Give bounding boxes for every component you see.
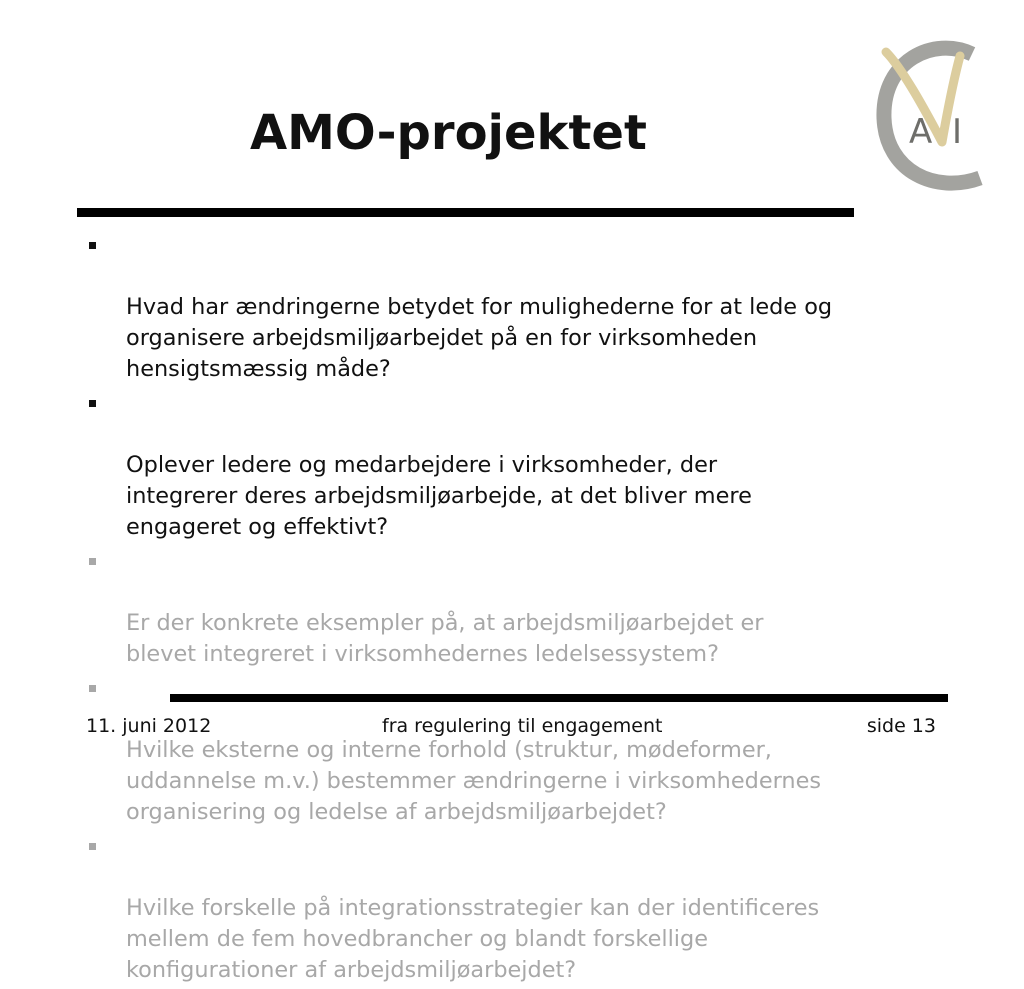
square-bullet-icon (89, 558, 96, 565)
bullet-text: Hvad har ændringerne betydet for mulighederne for at lede og organisere arbejdsmiljøarbejdet på en for virksomheden hensigtsmæssig måde? (126, 294, 833, 382)
bullet-text: Oplever ledere og medarbejdere i virksomheder, der integrerer deres arbejdsmiljøarbejde, at det bliver mere engageret og effektivt? (126, 452, 752, 540)
square-bullet-icon (89, 400, 96, 407)
bullet-item (86, 230, 966, 385)
footer-date: 11. juni 2012 (86, 715, 212, 737)
bullet-text: Hvilke eksterne og interne forhold (struktur, mødeformer, uddannelse m.v.) bestemmer ændringerne i virksomhedernes organisering og ledelse af arbejdsmiljøarbejdet? (126, 737, 822, 825)
square-bullet-icon (89, 843, 96, 850)
footer-divider (170, 694, 948, 702)
slide-title: AMO-projektet (250, 105, 647, 161)
bullet-text: Hvilke forskelle på integrationsstrategier kan der identificeres mellem de fem hovedbrancher og blandt forskellige konfigurationer af arbejdsmiljøarbejdet? (126, 895, 820, 983)
square-bullet-icon (89, 685, 96, 692)
bullet-item (86, 831, 966, 986)
logo-letter-a: A (909, 112, 933, 152)
footer-title: fra regulering til engagement (382, 715, 663, 737)
bullet-text: Er der konkrete eksempler på, at arbejdsmiljøarbejdet er blevet integreret i virksomhedernes ledelsessystem? (126, 610, 764, 667)
title-divider (77, 208, 854, 217)
bullet-list (86, 230, 966, 989)
page-number: side 13 (866, 715, 936, 737)
square-bullet-icon (89, 242, 96, 249)
bullet-item (86, 388, 966, 543)
logo-letter-i: I (952, 112, 963, 152)
cavi-logo-icon (872, 38, 987, 193)
bullet-item (86, 546, 966, 670)
